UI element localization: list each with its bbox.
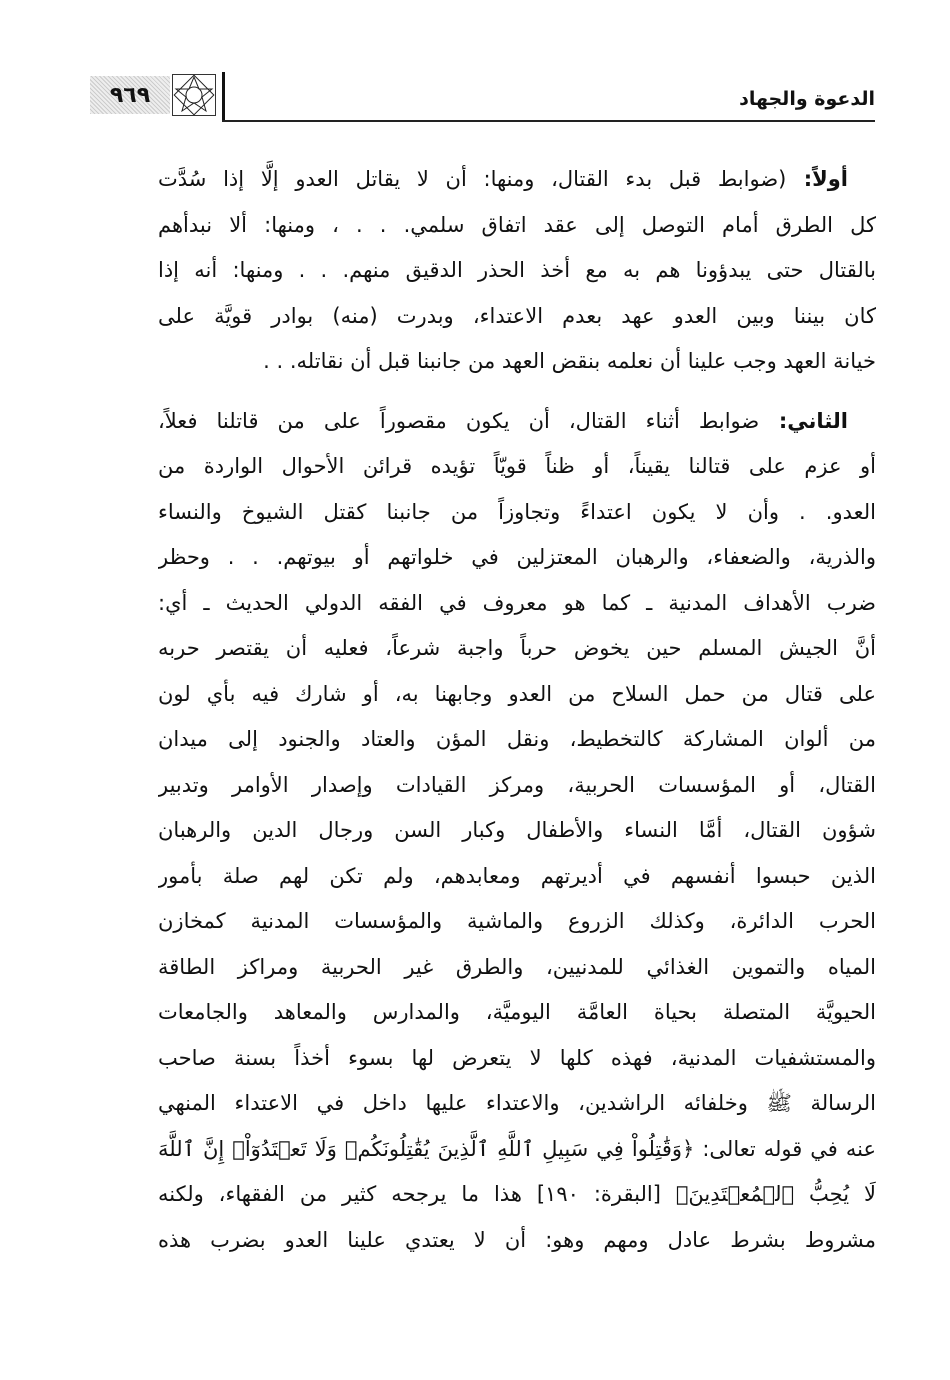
page-number: ٩٦٩ — [90, 76, 170, 114]
text-line: الحيويَّة المتصلة بحياة العامَّة اليوميَّة، والمدارس والمعاهد والجامعات — [158, 1000, 876, 1024]
text-line: كل الطرق أمام التوصل إلى عقد اتفاق سلمي. . . ، ومنها: ألا نبدأهم — [158, 212, 876, 237]
text-line: مشروط بشرط عادل ومهم وهو: أن لا يعتدي علينا العدو بضرب هذه — [158, 1227, 876, 1252]
paragraph-lead: الثاني: — [759, 408, 848, 433]
line-text: ضوابط أثناء القتال، أن يكون مقصوراً على من قاتلنا فعلاً، — [158, 408, 760, 433]
text-line: ضرب الأهداف المدنية ـ كما هو معروف في الفقه الدولي الحديث ـ أي: — [158, 590, 876, 615]
text-line: القتال، أو المؤسسات الحربية، ومركز القيادات وإصدار الأوامر وتدبير — [158, 772, 876, 797]
text-line: أنَّ الجيش المسلم حين يخوض حرباً واجبة شرعاً، فعليه أن يقتصر حربه — [158, 636, 876, 660]
ornament-icon — [172, 74, 216, 116]
header-rule — [222, 120, 875, 122]
text-line: الحرب الدائرة، وكذلك الزروع والماشية والمؤسسات المدنية كمخازن — [158, 909, 876, 933]
text-line: العدو. . وأن لا يكون اعتداءً وتجاوزاً من جانبنا كقتل الشيوخ والنساء — [158, 499, 876, 524]
paragraph-2 — [158, 399, 876, 1264]
text-line: خيانة العهد وجب علينا أن نعلمه بنقض العهد من جانبنا قبل أن نقاتله. . . — [263, 349, 876, 373]
text-line: على قتال من حمل السلاح من العدو وجابهنا به، أو شارك فيه بأي لون — [158, 681, 876, 706]
text-line: المياه والتموين الغذائي للمدنيين، والطرق غير الحربية ومراكز الطاقة — [158, 954, 876, 979]
text-line: من ألوان المشاركة كالتخطيط، ونقل المؤن والعتاد والجنود إلى ميدان — [158, 727, 876, 751]
line-text: (ضوابط قبل بدء القتال، ومنها: أن لا يقاتل العدو إلَّا إذا سُدَّت — [158, 167, 787, 191]
quran-verse-line: لَا يُحِبُّ ٱلۡمُعۡتَدِينَ﴾ [البقرة: ١٩٠] هذا ما يرجحه كثير من الفقهاء، ولكنه — [158, 1182, 876, 1206]
paragraph-1 — [158, 157, 876, 385]
chapter-title: الدعوة والجهاد — [739, 88, 875, 110]
text-line: كان بيننا وبين العدو عهد بعدم الاعتداء، وبدرت (منه) بوادر قويَّة على — [158, 303, 876, 328]
text-line: أو عزم على قتالنا يقيناً، أو ظناً قويّاً تؤيده قرائن الأحوال الواردة من — [158, 454, 876, 478]
text-line: والمستشفيات المدنية، فهذه كلها لا يتعرض لها بسوء أخذاً بسنة صاحب — [158, 1045, 876, 1070]
running-header — [90, 72, 875, 122]
text-line — [158, 157, 876, 203]
text-line: شؤون القتال، أمَّا النساء والأطفال وكبار السن ورجال الدين والرهبان — [158, 818, 876, 842]
page-body — [158, 157, 876, 1277]
text-line: الذين حبسوا أنفسهم في أديرتهم ومعابدهم، ولم تكن لهم صلة بأمور — [158, 863, 876, 888]
paragraph-lead: أولاً: — [786, 167, 848, 191]
text-line: والذرية، والضعفاء، والرهبان المعتزلين في خلواتهم أو بيوتهم. . . وحظر — [158, 545, 876, 569]
header-divider — [222, 72, 225, 122]
quran-verse-line: عنه في قوله تعالى: ﴿وَقَٰتِلُواْ فِي سَبِيلِ ٱللَّهِ ٱلَّذِينَ يُقَٰتِلُونَكُمۡ وَلَا تَعۡتَدُوٓاْۚ إِنَّ ٱللَّهَ — [158, 1136, 876, 1161]
text-line — [158, 399, 876, 445]
text-line: الرسالة ﷺ وخلفائه الراشدين، والاعتداء عليها داخل في الاعتداء المنهي — [158, 1091, 876, 1115]
text-line: بالقتال حتى يبدؤونا هم به مع أخذ الحذر الدقيق منهم. . . ومنها: أنه إذا — [158, 258, 876, 282]
